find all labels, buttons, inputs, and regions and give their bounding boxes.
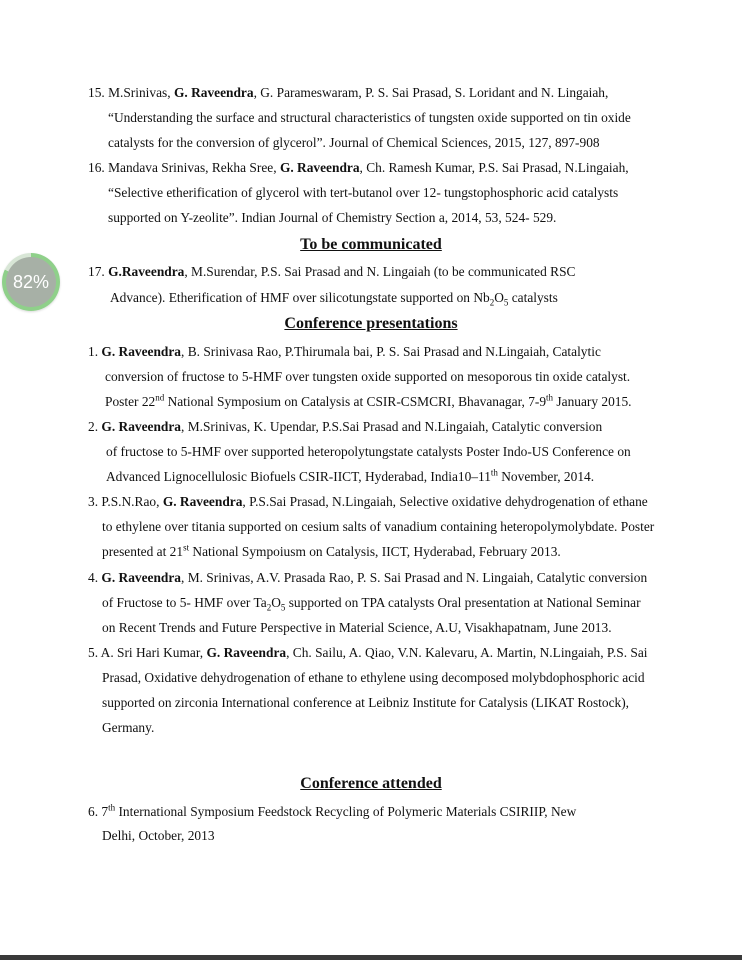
highlighted-author: G.Raveendra — [108, 264, 185, 279]
progress-percent-label: 82% — [6, 257, 56, 307]
attended-6-line-2: Delhi, October, 2013 — [102, 828, 215, 843]
bottom-toolbar-edge — [0, 955, 742, 960]
highlighted-author: G. Raveendra — [101, 344, 181, 359]
attended-6-line-1: 6. 7th International Symposium Feedstock Recycling of Polymeric Materials CSIRIIP, New — [88, 802, 577, 819]
conference-4-line-1 — [88, 570, 647, 586]
list-number: 6. — [88, 804, 99, 819]
publication-16-line-1 — [88, 160, 629, 176]
list-number: 1. — [88, 344, 99, 359]
conference-3-line-2: to ethylene over titania supported on cesium salts of vanadium containing heteropolymolybdate. Poster — [102, 519, 655, 534]
publication-16-line-2: “Selective etherification of glycerol with tert-butanol over 12- tungstophosphoric acid catalysts — [108, 185, 619, 200]
list-number: 5. — [88, 645, 99, 660]
highlighted-author: G. Raveendra — [101, 419, 181, 434]
conference-2-line-3: Advanced Lignocellulosic Biofuels CSIR-IICT, Hyderabad, India10–11th November, 2014. — [106, 467, 595, 484]
author-text: Mandava Srinivas, Rekha Sree, — [108, 160, 277, 175]
reading-progress-badge[interactable] — [2, 253, 60, 311]
publication-15-line-2: “Understanding the surface and structural characteristics of tungsten oxide supported on tin oxide — [108, 110, 631, 125]
highlighted-author: G. Raveendra — [279, 160, 360, 175]
highlighted-author: G. Raveendra — [162, 494, 243, 509]
author-text: A. Sri Hari Kumar, — [100, 645, 204, 660]
conference-3-line-3: presented at 21st National Sympoiusm on Catalysis, IICT, Hyderabad, February 2013. — [102, 542, 561, 559]
author-text: , P.S.Sai Prasad, N.Lingaiah, Selective oxidative dehydrogenation of ethane — [242, 494, 648, 509]
author-text: , B. Srinivasa Rao, P.Thirumala bai, P. S. Sai Prasad and N.Lingaiah, Catalytic — [181, 344, 601, 359]
list-number: 3. — [88, 494, 99, 509]
section-heading-to-be-communicated: To be communicated — [300, 236, 442, 253]
conference-5-line-3: supported on zirconia International conference at Leibniz Institute for Catalysis (LIKAT Rostock), — [102, 695, 630, 710]
conference-5-line-2: Prasad, Oxidative dehydrogenation of ethane to ethylene using decomposed molybdophosphoric acid — [102, 670, 645, 685]
author-text: M.Srinivas, — [108, 85, 171, 100]
conference-2-line-2: of fructose to 5-HMF over supported heteropolytungstate catalysts Poster Indo-US Conference on — [106, 444, 631, 459]
publication-number: 16. — [88, 160, 105, 175]
highlighted-author: G. Raveendra — [101, 570, 181, 585]
publication-15-line-3: catalysts for the conversion of glycerol”. Journal of Chemical Sciences, 2015, 127, 897-908 — [108, 135, 600, 150]
publication-number: 17. — [88, 264, 105, 279]
section-heading-conference-presentations: Conference presentations — [284, 315, 458, 332]
conference-1-line-2: conversion of fructose to 5-HMF over tungsten oxide supported on mesoporous tin oxide catalyst. — [105, 369, 631, 384]
conference-2-line-1 — [88, 419, 602, 435]
publication-16-line-3: supported on Y-zeolite”. Indian Journal of Chemistry Section a, 2014, 53, 524- 529. — [108, 210, 557, 225]
highlighted-author: G. Raveendra — [173, 85, 254, 100]
publication-17-line-2: Advance). Etherification of HMF over silicotungstate supported on $Nb_2O_5$ catalysts — [110, 290, 558, 308]
conference-5-line-4: Germany. — [102, 720, 155, 735]
conference-3-line-1 — [88, 494, 648, 510]
publication-number: 15. — [88, 85, 105, 100]
author-text: , Ch. Sailu, A. Qiao, V.N. Kalevaru, A. Martin, N.Lingaiah, P.S. Sai — [286, 645, 648, 660]
conference-5-line-1 — [88, 645, 648, 661]
author-text: , M.Surendar, P.S. Sai Prasad and N. Lingaiah (to be communicated RSC — [184, 264, 576, 279]
highlighted-author: G. Raveendra — [206, 645, 287, 660]
publication-15-line-1 — [88, 85, 608, 101]
author-text: , G. Parameswaram, P. S. Sai Prasad, S. Loridant and N. Lingaiah, — [253, 85, 609, 100]
list-number: 2. — [88, 419, 99, 434]
conference-1-line-3: Poster 22nd National Symposium on Catalysis at CSIR-CSMCRI, Bhavanagar, 7-9th January 2015. — [105, 392, 632, 409]
publication-17-line-1 — [88, 264, 575, 280]
conference-4-line-2: of Fructose to 5- HMF over $Ta_2O_5$ supported on TPA catalysts Oral presentation at National Seminar — [102, 595, 641, 613]
author-text: , M.Srinivas, K. Upendar, P.S.Sai Prasad and N.Lingaiah, Catalytic conversion — [181, 419, 603, 434]
section-heading-conference-attended: Conference attended — [300, 775, 442, 792]
conference-1-line-1 — [88, 344, 601, 360]
list-number: 4. — [88, 570, 99, 585]
author-text: , M. Srinivas, A.V. Prasada Rao, P. S. Sai Prasad and N. Lingaiah, Catalytic conversion — [181, 570, 648, 585]
author-text: , Ch. Ramesh Kumar, P.S. Sai Prasad, N.Lingaiah, — [359, 160, 629, 175]
author-text: P.S.N.Rao, — [101, 494, 160, 509]
conference-4-line-3: on Recent Trends and Future Perspective in Material Science, A.U, Visakhapatnam, June 2013. — [102, 620, 612, 635]
